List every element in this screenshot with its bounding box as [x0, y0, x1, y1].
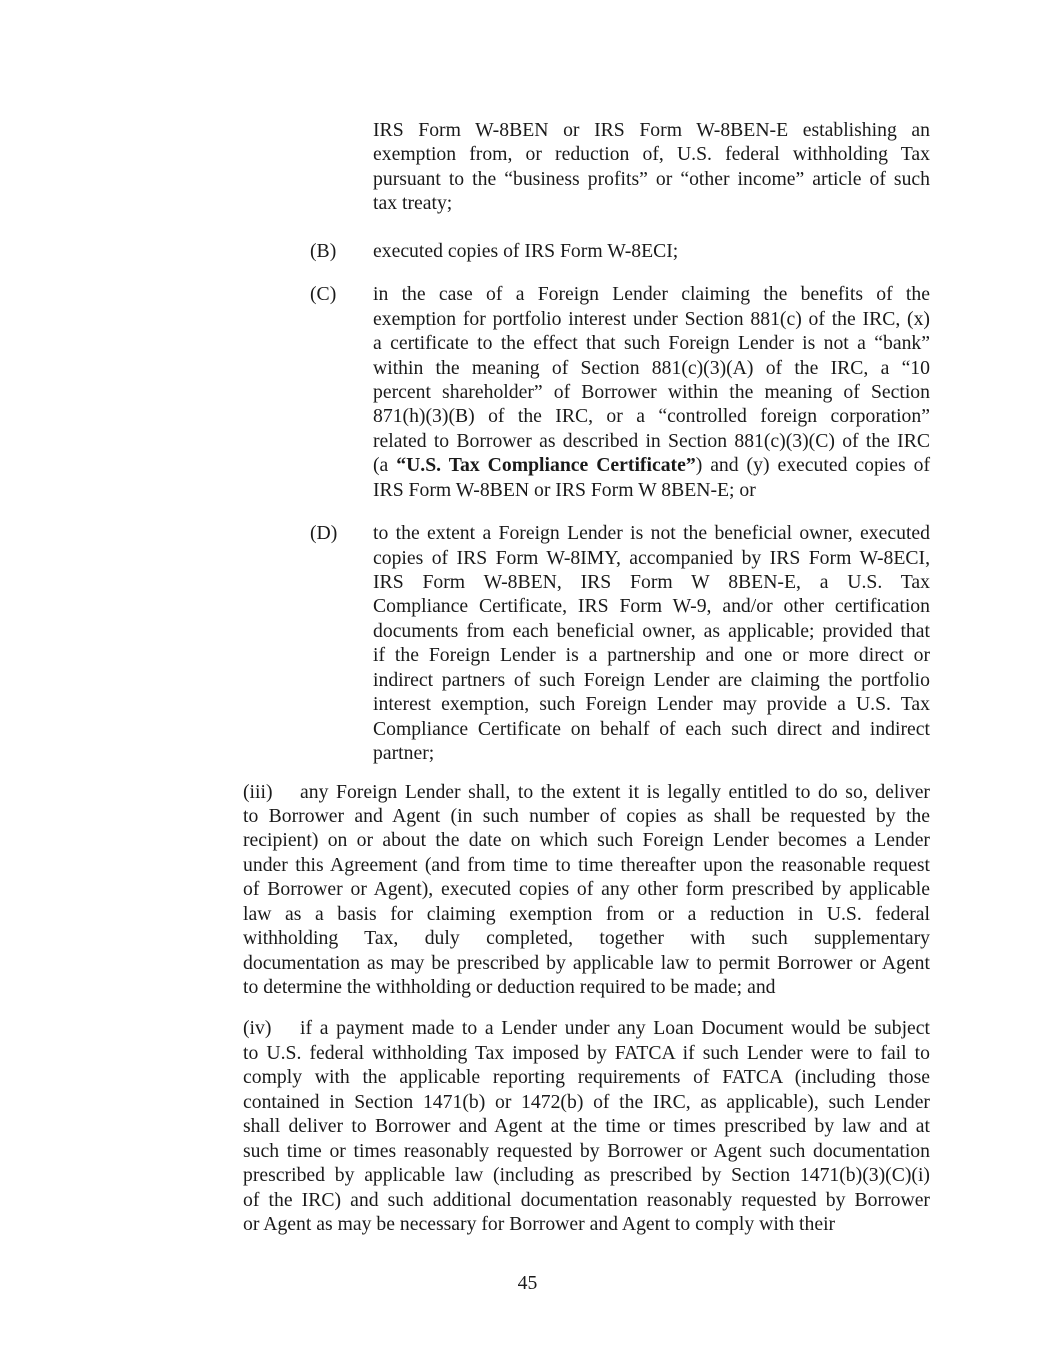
text-line	[373, 619, 930, 643]
item-d	[310, 521, 930, 765]
text-segment: or Agent as may be necessary for Borrower and Agent to comply with their	[243, 1212, 836, 1235]
text-segment: documentation as may be prescribed by applicable law to permit Borrower or Agent	[243, 951, 930, 974]
text-line	[243, 951, 930, 975]
text-segment: to Borrower and Agent (in such number of copies as shall be requested by the	[243, 804, 930, 827]
text-segment: to determine the withholding or deduction required to be made; and	[243, 976, 776, 998]
item-c-text	[373, 282, 930, 502]
text-segment: of Borrower or Agent), executed copies of any other form prescribed by applicable	[243, 878, 930, 901]
text-segment: Compliance Certificate on behalf of each such direct and indirect	[373, 717, 930, 740]
paragraph-label: (iv)	[243, 1017, 272, 1040]
text-segment: of the IRC) and such additional documentation reasonably requested by Borrower	[243, 1188, 930, 1211]
text-line	[373, 478, 930, 502]
defined-term-bold: “U.S. Tax Compliance Certificate”	[396, 454, 696, 477]
text-line	[243, 926, 930, 950]
text-segment: recipient) on or about the date on which such Foreign Lender becomes a Lender	[243, 829, 930, 852]
text-segment: related to Borrower as described in Section 881(c)(3)(C) of the IRC	[373, 429, 930, 452]
text-segment: a certificate to the effect that such Foreign Lender is not a “bank”	[373, 332, 930, 355]
text-segment: IRS Form W-8BEN or IRS Form W 8BEN-E; or	[373, 478, 756, 501]
page-number: 45	[517, 1272, 538, 1294]
item-b-label: (B)	[310, 239, 337, 262]
item-c-label: (C)	[310, 283, 337, 306]
text-line	[243, 1139, 930, 1163]
text-line	[243, 1188, 930, 1212]
text-line	[373, 521, 930, 545]
text-segment: in the case of a Foreign Lender claiming the benefits of the	[373, 283, 930, 306]
text-line	[373, 191, 930, 215]
text-line	[373, 668, 930, 692]
text-segment: partner;	[373, 742, 435, 765]
text-line	[243, 1090, 930, 1114]
text-line	[243, 1114, 930, 1138]
text-segment: such time or times reasonably requested by Borrower or Agent such documentation	[243, 1139, 930, 1162]
text-segment: tax treaty;	[373, 192, 453, 215]
text-line	[373, 239, 930, 263]
text-line	[243, 780, 930, 804]
item-d-text	[373, 521, 930, 765]
text-line	[373, 404, 930, 428]
text-segment: exemption for portfolio interest under Section 881(c) of the IRC, (x)	[373, 307, 930, 330]
text-line	[373, 453, 930, 477]
text-line	[373, 570, 930, 594]
text-line	[373, 429, 930, 453]
text-segment: to U.S. federal withholding Tax imposed by FATCA if such Lender were to fail to	[243, 1041, 930, 1064]
text-segment: any Foreign Lender shall, to the extent it is legally entitled to do so, deliver	[300, 780, 930, 803]
text-line	[243, 1212, 930, 1236]
page-content	[243, 118, 930, 1236]
text-line	[373, 594, 930, 618]
text-line	[373, 142, 930, 166]
paragraph-iii	[243, 780, 930, 1000]
text-segment: IRS Form W-8BEN or IRS Form W-8BEN-E establishing an	[373, 119, 930, 141]
text-line	[373, 331, 930, 355]
text-line	[243, 828, 930, 852]
text-segment: if the Foreign Lender is a partnership and one or more direct or	[373, 644, 930, 667]
text-line	[373, 546, 930, 570]
paragraph-label: (iii)	[243, 780, 273, 803]
text-line	[373, 356, 930, 380]
text-segment: prescribed by applicable law (including as prescribed by Section 1471(b)(3)(C)(i)	[243, 1164, 930, 1187]
text-segment: withholding Tax, duly completed, together with such supplementary	[243, 927, 930, 950]
text-segment: executed copies of IRS Form W-8ECI;	[373, 239, 679, 262]
text-segment: law as a basis for claiming exemption from or a reduction in U.S. federal	[243, 902, 930, 925]
text-segment: shall deliver to Borrower and Agent at the time or times prescribed by law and at	[243, 1115, 930, 1138]
text-segment: pursuant to the “business profits” or “other income” article of such	[373, 167, 930, 190]
text-line	[243, 877, 930, 901]
text-segment: indirect partners of such Foreign Lender are claiming the portfolio	[373, 668, 930, 691]
text-line	[243, 853, 930, 877]
text-segment: percent shareholder” of Borrower within the meaning of Section	[373, 380, 930, 403]
text-line	[373, 717, 930, 741]
item-b	[310, 239, 930, 263]
text-segment: ) and (y) executed copies of	[695, 454, 930, 477]
paragraph-a-continuation	[373, 118, 930, 216]
text-segment: contained in Section 1471(b) or 1472(b) of the IRC, as applicable), such Lender	[243, 1090, 930, 1113]
item-d-label: (D)	[310, 522, 338, 545]
text-line	[243, 1041, 930, 1065]
item-c	[310, 282, 930, 502]
text-segment: IRS Form W-8BEN, IRS Form W 8BEN-E, a U.S. Tax	[373, 571, 930, 593]
text-segment: 871(h)(3)(B) of the IRC, or a “controlled foreign corporation”	[373, 405, 930, 428]
text-line	[243, 1065, 930, 1089]
text-line	[243, 1163, 930, 1187]
text-segment: within the meaning of Section 881(c)(3)(A) of the IRC, a “10	[373, 356, 930, 379]
text-line	[243, 1016, 930, 1040]
text-line	[373, 380, 930, 404]
text-line	[373, 643, 930, 667]
text-line	[373, 282, 930, 306]
item-b-text	[373, 239, 930, 263]
text-line	[243, 804, 930, 828]
text-segment: exemption from, or reduction of, U.S. federal withholding Tax	[373, 143, 930, 166]
text-segment: copies of IRS Form W-8IMY, accompanied by IRS Form W-8ECI,	[373, 546, 930, 569]
text-segment: if a payment made to a Lender under any Loan Document would be subject	[300, 1017, 930, 1040]
text-line	[373, 692, 930, 716]
text-line	[373, 167, 930, 191]
text-segment: documents from each beneficial owner, as applicable; provided that	[373, 619, 930, 642]
text-segment: (a	[373, 454, 397, 477]
paragraph-iv	[243, 1016, 930, 1236]
text-line	[243, 975, 930, 999]
text-line	[243, 902, 930, 926]
text-segment: Compliance Certificate, IRS Form W-9, and/or other certification	[373, 595, 930, 618]
text-line	[373, 307, 930, 331]
text-segment: comply with the applicable reporting requirements of FATCA (including those	[243, 1066, 930, 1089]
text-segment: under this Agreement (and from time to time thereafter upon the reasonable request	[243, 853, 930, 876]
text-line	[373, 118, 930, 142]
text-segment: to the extent a Foreign Lender is not the beneficial owner, executed	[373, 522, 930, 545]
text-line	[373, 741, 930, 765]
text-segment: interest exemption, such Foreign Lender may provide a U.S. Tax	[373, 693, 930, 716]
